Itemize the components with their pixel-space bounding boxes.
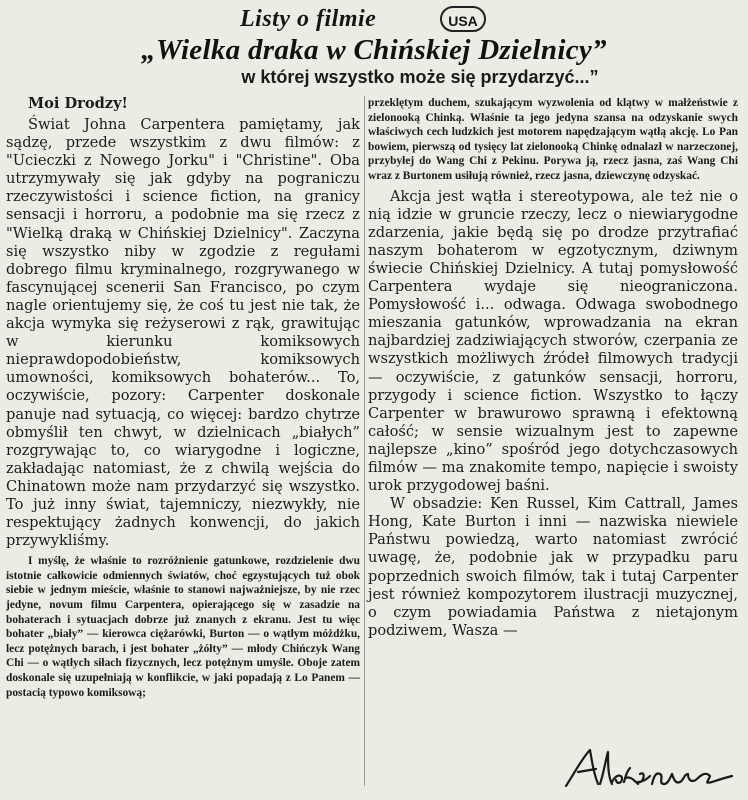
article-header <box>0 0 748 92</box>
paragraph-action: Akcja jest wątła i stereotypowa, ale też nie o nią idzie w gruncie rzeczy, lecz o niewiarygodne zdarzenia, jakie będą się po drodze przytrafiać naszym bohaterom w egzotycznym, dziwnym świecie Chińskiej Dzielnicy. A tutaj pomysłowość Carpentera wydaje się nieograniczona. Pomysłowość i... odwaga. Odwaga swobodnego mieszania gatunków, wprowadzania na ekran najbardziej zadziwiających stworów, czerpania ze wszystkich możliwych źródeł filmowych tradycji — oczywiście, z gatunków sensacji, horroru, przygody i science fiction. Wszystko to łączy Carpenter w brawurowo sprawną i efektowną całość; w sensie wizualnym jest to zapewne najlepsze „kino” spośród jego dotychczasowych filmów — ma znakomite tempo, napięcie i swoisty urok przygodowej baśni. <box>368 187 738 495</box>
greeting: Moi Drodzy! <box>28 95 128 112</box>
paragraph-small-left: I myślę, że właśnie to rozróżnienie gatunkowe, rozdzielenie dwu istotnie całkowicie odmiennych światów, choć egzystujących tuż obok siebie w jednym mieście, właśnie to stanowi najważniejsze, by nie rzec jedyne, novum filmu Carpentera, opierającego się w zasadzie na bohaterach i sytuacjach dobrze już znanych z ekranu. Jest tu więc bohater „biały” — kierowca ciężarówki, Burton — o wątłym móżdżku, lecz potężnych barach, i jest bohater „żółty” — młody Chińczyk Wang Chi — o wątłych siłach fizycznych, lecz potężnym umyśle. Oboje zatem doskonale się uzupełniają w konflikcie, w jaki popadają z Lo Panem — postacią typowo komiksową; <box>6 555 360 699</box>
subtitle: w której wszystko może się przydarzyć...” <box>241 67 599 87</box>
paragraph-small-right: przeklętym duchem, szukającym wyzwolenia od klątwy w małżeństwie z zielonooką Chinką. Właśnie ta jego jedyna szansa na odzyskanie swych właściwych cech ludzkich jest motorem napędzającym wątłą akcję. Lo Pan bowiem, pierwszą od tysięcy lat zielonooką Chinkę odnalazł w narzeczonej, przybyłej do Wang Chi z Pekinu. Porywa ją, rzecz jasna, zaś Wang Chi wraz z Burtonem usiłują również, rzecz jasna, dziewczynę odzyskać. <box>368 97 738 182</box>
signature <box>560 744 740 794</box>
headline: „Wielka draka w Chińskiej Dzielnicy” <box>141 34 607 66</box>
handwritten-signature-icon <box>560 744 740 794</box>
country-badge: USA <box>440 6 486 32</box>
column-divider <box>364 96 365 786</box>
right-column <box>368 96 738 640</box>
left-column <box>6 94 360 700</box>
column-title: Listy o filmie <box>240 6 377 32</box>
paragraph-intro: Świat Johna Carpentera pamiętamy, jak sądzę, przede wszystkim z dwu filmów: z "Ucieczki z Nowego Jorku" i "Christine". Oba utrzymywały się jak gdyby na pograniczu rzeczywistości i science fiction, na granicy sensacji i horroru, a podobnie ma się rzecz z "Wielką draką w Chińskiej Dzielnicy". Zaczyna się wszystko niby w zgodzie z regułami dobrego filmu kryminalnego, rozgrywanego w fascynującej scenerii San Francisco, po czym nagle orientujemy się, że coś tu jest nie tak, że akcja wymyka się reżyserowi z rąk, grawitując w kierunku komiksowych nieprawdopodobieństw, komiksowych umowności, komiksowych bohaterów... To, oczywiście, pozory: Carpenter doskonale panuje nad sytuacją, co więcej: bardzo chytrze obmyślił ten chwyt, w dzielnicach „białych” rozgrywając to, co wiarygodne i logiczne, zakładając natomiast, że z chwilą wejścia do Chinatown może nam przydarzyć się wszystko. To już inny świat, tajemniczy, niezwykły, nie respektujący żadnych konwencji, do jakich przywykliśmy. <box>6 116 360 550</box>
paragraph-cast: W obsadzie: Ken Russel, Kim Cattrall, James Hong, Kate Burton i inni — nazwiska niewiele Państwu powiedzą, warto natomiast zwrócić uwagę, że, podobnie jak w przypadku paru poprzednich swoich filmów, tak i tutaj Carpenter jest również kompozytorem ilustracji muzycznej, o czym powiadamia Państwa z nietajonym podziwem, Wasza — <box>368 495 738 639</box>
